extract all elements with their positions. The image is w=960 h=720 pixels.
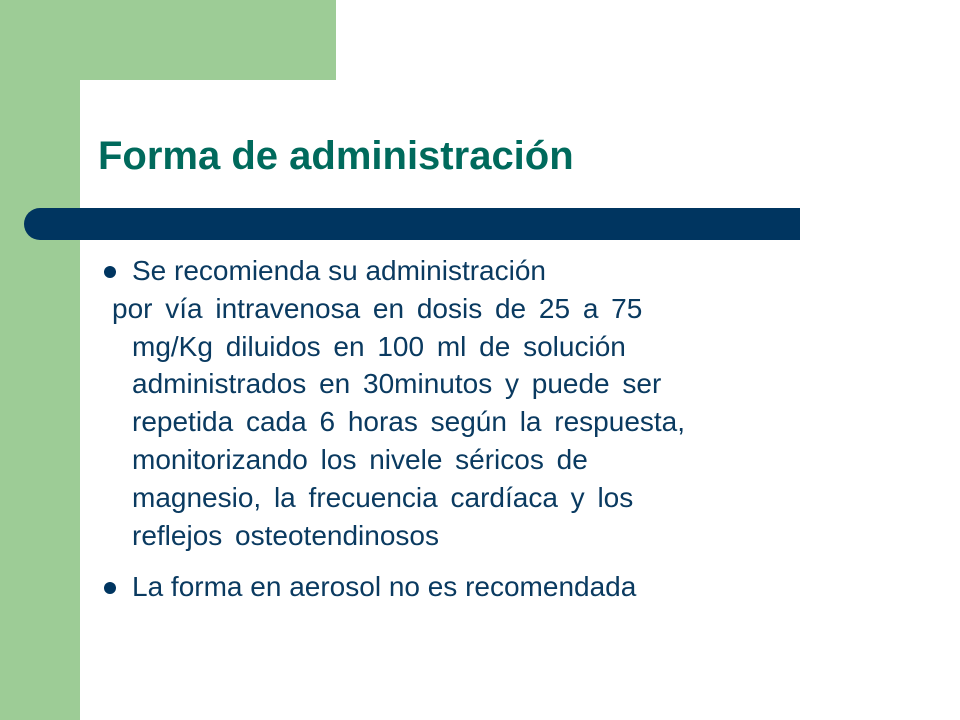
green-top-block xyxy=(0,0,336,80)
bullet-continuation-line: repetida cada 6 horas según la respuesta, xyxy=(132,406,686,438)
bullet-list xyxy=(104,252,824,606)
list-item xyxy=(104,568,824,606)
bullet-continuation-line: mg/Kg diluidos en 100 ml de solución xyxy=(132,330,626,362)
bullet-continuation-line: reflejos osteotendinosos xyxy=(132,519,439,551)
bullet-continuation-line: administrados en 30minutos y puede ser xyxy=(132,368,662,400)
slide-title: Forma de administración xyxy=(98,134,574,178)
green-side-bar xyxy=(0,0,80,720)
bullet-continuation-line: magnesio, la frecuencia cardíaca y los xyxy=(132,481,634,513)
list-item xyxy=(104,252,824,290)
bullet-dot-icon xyxy=(104,582,116,594)
bullet-dot-icon xyxy=(104,266,116,278)
bullet-text: La forma en aerosol no es recomendada xyxy=(132,571,637,603)
bullet-text: Se recomienda su administración xyxy=(132,255,546,286)
bullet-continuation-line: monitorizando los nivele séricos de xyxy=(132,443,588,475)
title-divider-bar xyxy=(24,208,800,240)
bullet-continuation-line: por vía intravenosa en dosis de 25 a 75 xyxy=(112,292,643,324)
